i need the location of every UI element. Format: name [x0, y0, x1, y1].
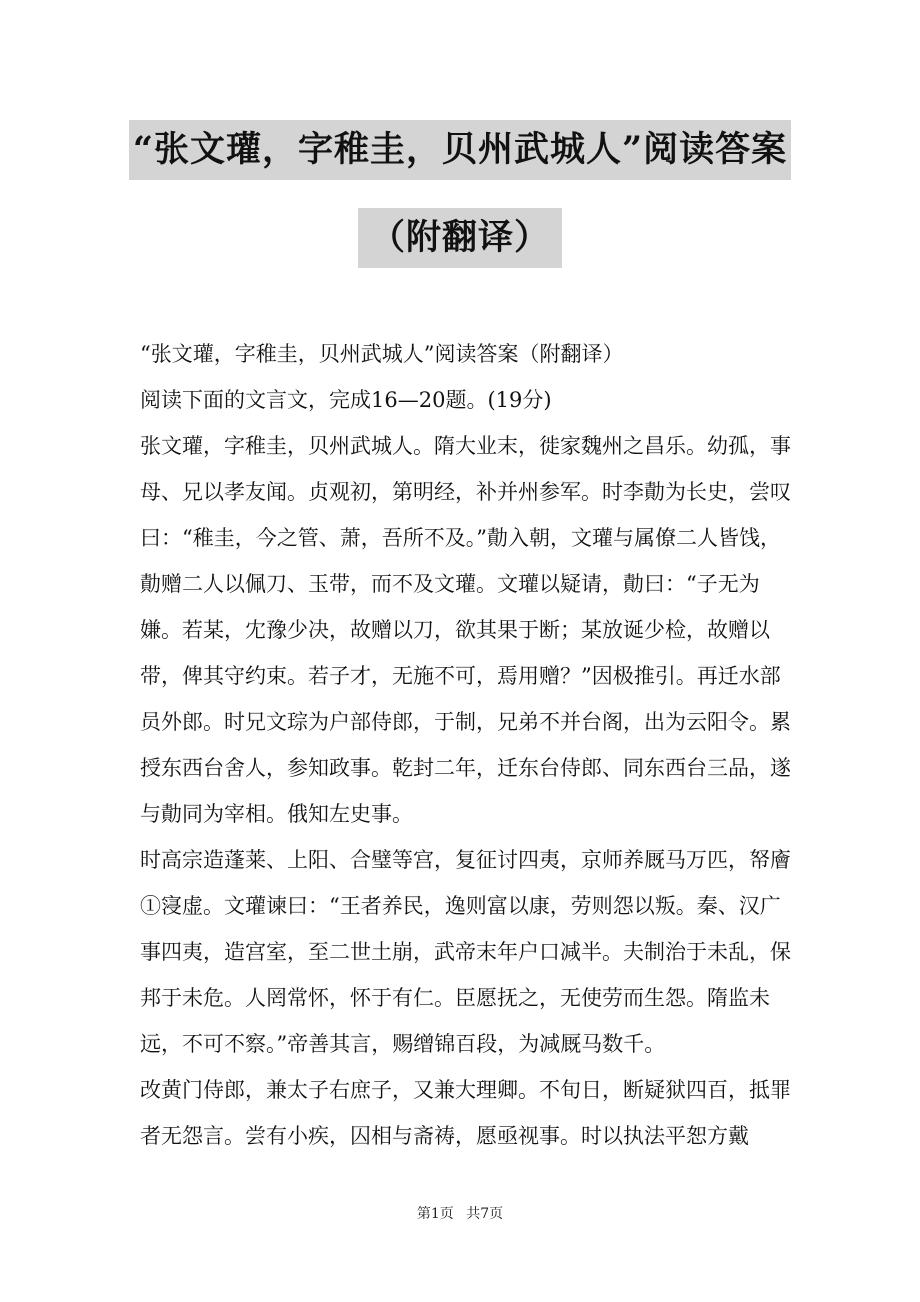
title-line-2: （附翻译）	[358, 208, 562, 268]
page-number: 第1页	[416, 1206, 454, 1222]
paragraph-passage-2: 时高宗造蓬莱、上阳、合璧等宫，复征讨四夷，京师养厩马万匹，帑廥①寖虚。文瓘谏曰：“王者养民，逸则富以康，劳则怨以叛。秦、汉广事四夷，造宫室，至二世土崩，武帝末年户口减半。夫制治于未乱，保邦于未危。人罔常怀，怀于有仁。臣愿抚之，无使劳而生怨。隋监未远，不可不察。”帝善其言，赐缯锦百段，为减厩马数千。	[140, 848, 791, 1056]
paragraph-passage-3: 改黄门侍郎，兼太子右庶子，又兼大理卿。不旬日，断疑狱四百，抵罪者无怨言。尝有小疾，囚相与斋祷，愿亟视事。时以执法平恕方戴	[140, 1078, 791, 1148]
paragraph-instruction: 阅读下面的文言文，完成16—20题。(19分)	[140, 388, 552, 412]
page-footer	[0, 1203, 920, 1223]
document-body	[140, 331, 795, 1159]
paragraph-heading: “张文瓘，字稚圭，贝州武城人”阅读答案（附翻译）	[140, 342, 624, 366]
page-total: 共7页	[466, 1206, 504, 1222]
title-line-1: “张文瓘，字稚圭，贝州武城人”阅读答案	[129, 120, 791, 180]
document-title	[0, 120, 920, 268]
paragraph-passage-1: 张文瓘，字稚圭，贝州武城人。隋大业末，徙家魏州之昌乐。幼孤，事母、兄以孝友闻。贞观初，第明经，补并州参军。时李勣为长史，尝叹曰：“稚圭，今之管、萧，吾所不及。”勣入朝，文瓘与属僚二人皆饯，勣赠二人以佩刀、玉带，而不及文瓘。文瓘以疑请，勣曰：“子无为嫌。若某，冘豫少决，故赠以刀，欲其果于断；某放诞少检，故赠以带，俾其守约束。若子才，无施不可，焉用赠？”因极推引。再迁水部员外郎。时兄文琮为户部侍郎，于制，兄弟不并台阁，出为云阳令。累授东西台舍人，参知政事。乾封二年，迁东台侍郎、同东西台三品，遂与勣同为宰相。俄知左史事。	[140, 434, 791, 826]
